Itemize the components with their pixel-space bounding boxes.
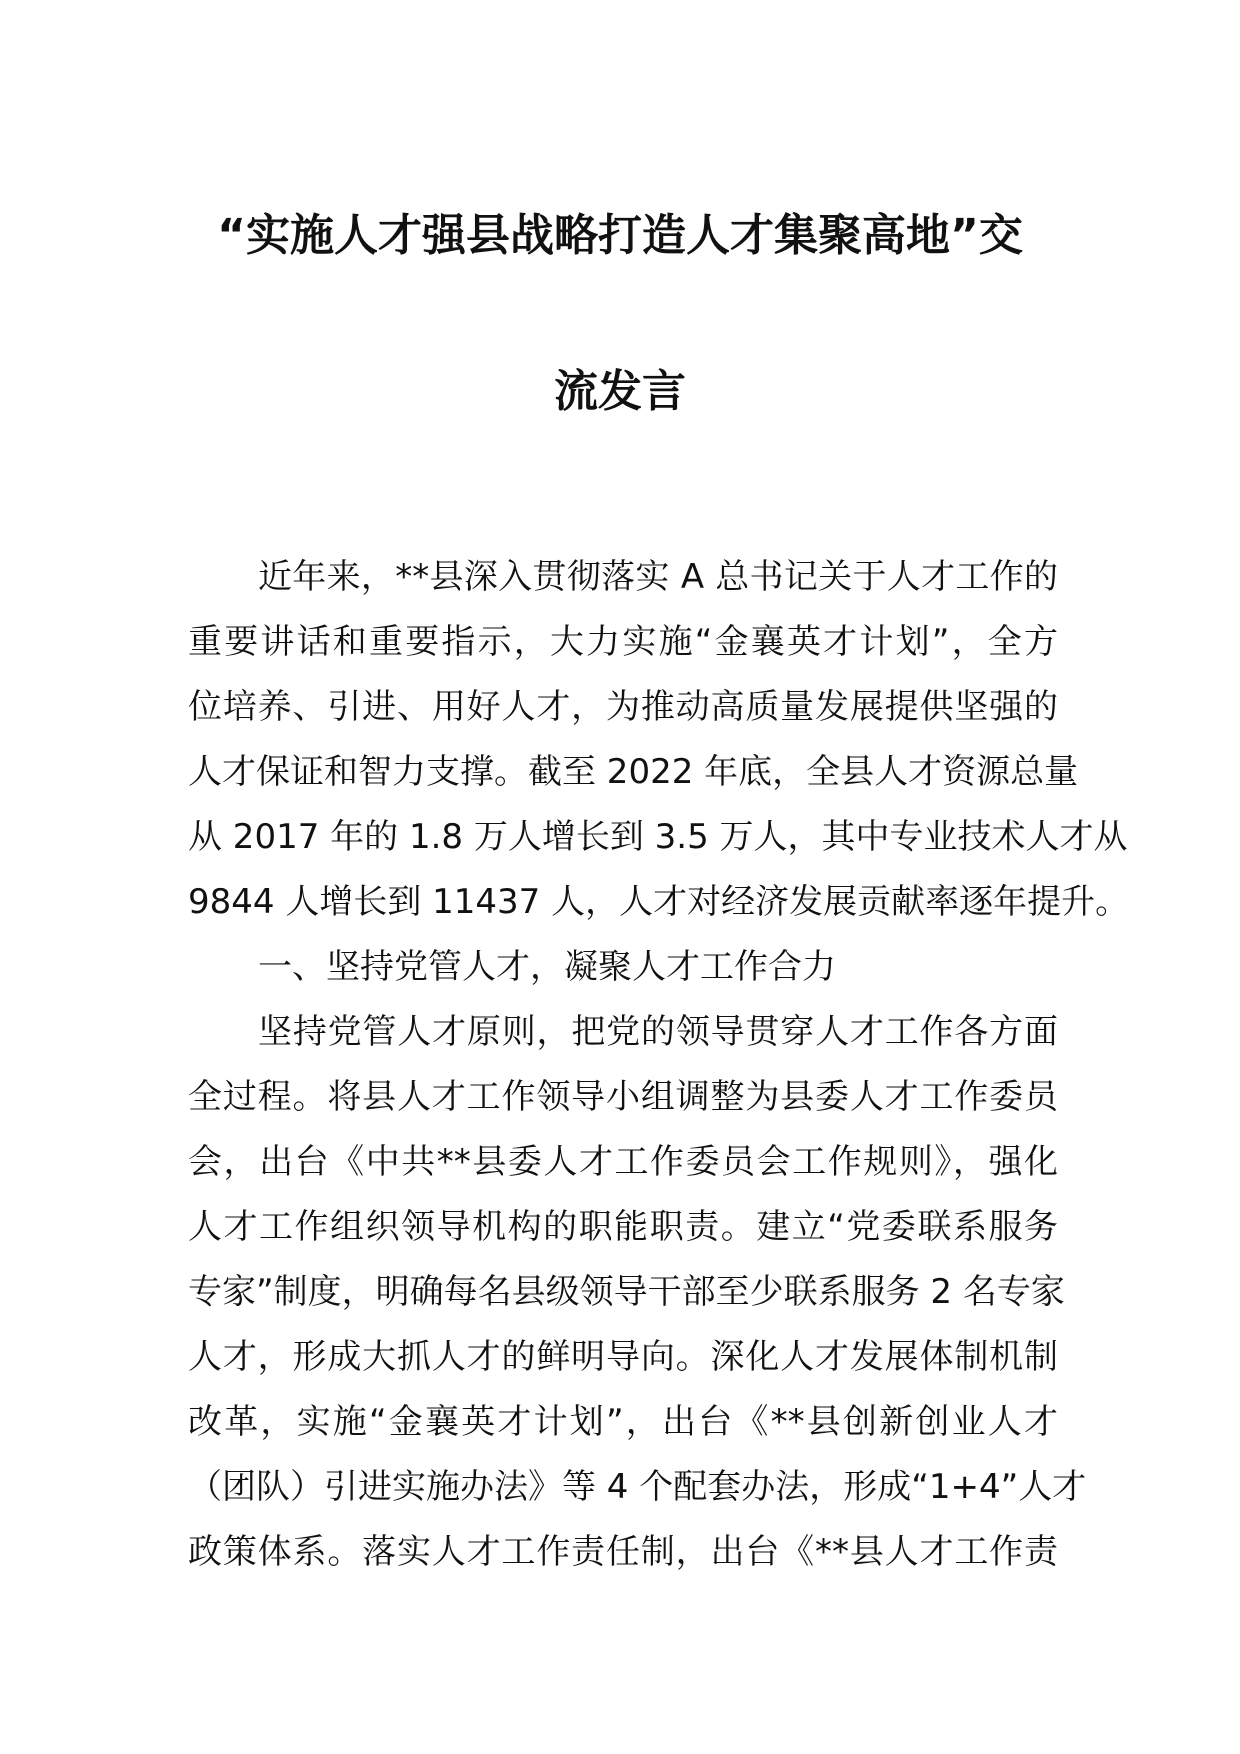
paragraph-line: 9844 人增长到 11437 人，人才对经济发展贡献率逐年提升。 (188, 882, 1130, 922)
paragraph-line: 位培养、引进、用好人才，为推动高质量发展提供坚强的 (188, 687, 1058, 727)
paragraph-line: 人才工作组织领导机构的职能职责。建立“党委联系服务 (188, 1207, 1058, 1247)
section-heading: 一、坚持党管人才，凝聚人才工作合力 (258, 947, 836, 987)
paragraph-line: （团队）引进实施办法》等 4 个配套办法，形成“1+4”人才 (188, 1467, 1087, 1507)
paragraph-line: 重要讲话和重要指示，大力实施“金襄英才计划”，全方 (188, 622, 1058, 662)
paragraph-line: 从 2017 年的 1.8 万人增长到 3.5 万人，其中专业技术人才从 (188, 817, 1128, 857)
paragraph-line: 人才保证和智力支撑。截至 2022 年底，全县人才资源总量 (188, 752, 1079, 792)
document-title-line-2: 流发言 (554, 366, 686, 417)
paragraph-line: 改革，实施“金襄英才计划”，出台《**县创新创业人才 (188, 1402, 1058, 1442)
paragraph-line: 坚持党管人才原则，把党的领导贯穿人才工作各方面 (258, 1012, 1058, 1052)
paragraph-line: 人才，形成大抓人才的鲜明导向。深化人才发展体制机制 (188, 1337, 1058, 1377)
document-body (188, 545, 1130, 1585)
paragraph-line: 政策体系。落实人才工作责任制，出台《**县人才工作责 (188, 1532, 1058, 1572)
paragraph-line: 全过程。将县人才工作领导小组调整为县委人才工作委员 (188, 1077, 1058, 1117)
paragraph-line: 近年来，**县深入贯彻落实 A 总书记关于人才工作的 (258, 557, 1058, 597)
paragraph-line: 会，出台《中共**县委人才工作委员会工作规则》，强化 (188, 1142, 1058, 1182)
document-title-line-1: “实施人才强县战略打造人才集聚高地”交 (217, 210, 1023, 261)
paragraph-line: 专家”制度，明确每名县级领导干部至少联系服务 2 名专家 (188, 1272, 1065, 1312)
